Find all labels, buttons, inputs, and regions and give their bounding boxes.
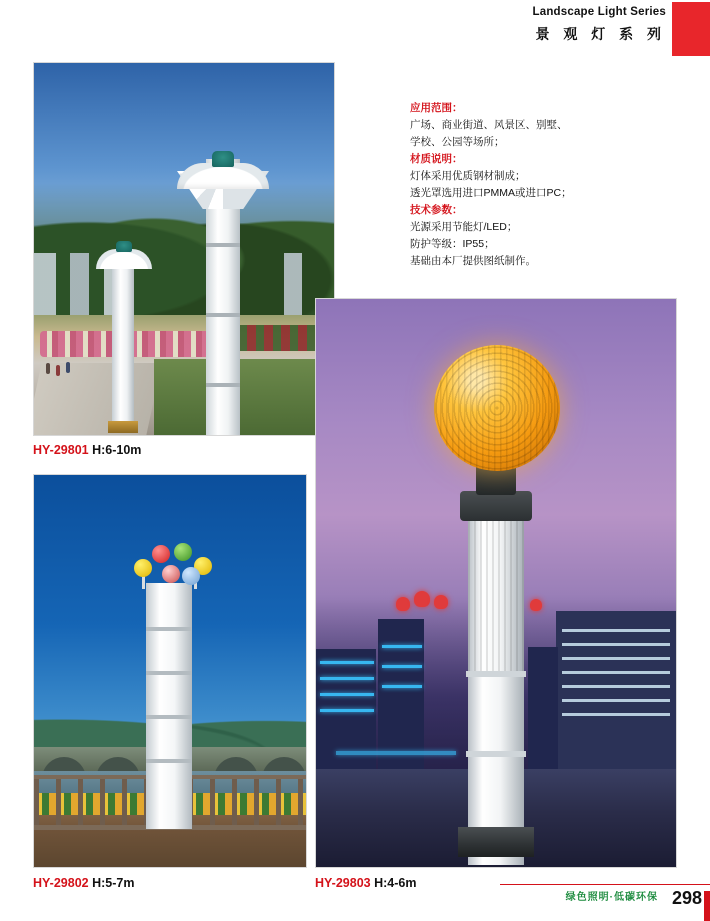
building xyxy=(556,611,676,779)
window-row xyxy=(562,657,670,660)
building xyxy=(316,649,376,779)
walkway xyxy=(33,363,162,435)
header-english-title: Landscape Light Series xyxy=(532,6,666,18)
window-row xyxy=(562,643,670,646)
pedestrian-figure xyxy=(46,363,50,374)
neon-strip xyxy=(382,685,422,688)
footer-slogan: 绿色照明·低碳环保 xyxy=(565,892,658,903)
lawn-area xyxy=(154,359,334,435)
caption-hy-29802 xyxy=(33,876,134,890)
red-light xyxy=(434,595,448,609)
lamp-ball-pink xyxy=(162,565,180,583)
spec-title-material: 材质说明： xyxy=(410,153,463,165)
lamp-pole-short xyxy=(112,259,134,429)
spec-line-technical-3: 基础由本厂提供图纸制作。 xyxy=(410,255,536,267)
building xyxy=(528,647,558,779)
building xyxy=(378,619,424,779)
neon-strip xyxy=(336,751,456,755)
lamp-pole-short-base xyxy=(108,421,138,433)
window-row xyxy=(562,629,670,632)
product-photo-hy-29801 xyxy=(33,62,335,436)
pole-ring xyxy=(146,627,192,631)
pole-ring xyxy=(146,759,192,763)
pole-ring xyxy=(206,243,240,247)
red-light xyxy=(396,597,410,611)
spec-line-material-1: 灯体采用优质钢材制成； xyxy=(410,170,526,182)
product-photo-hy-29803 xyxy=(315,298,677,868)
spec-line-material-2: 透光罩选用进口PMMA或进口PC； xyxy=(410,187,572,199)
red-light xyxy=(414,591,430,607)
lamp-ball-red xyxy=(152,545,170,563)
window-row xyxy=(562,713,670,716)
spec-line-application-2: 学校、公园等场所； xyxy=(410,136,505,148)
red-light xyxy=(530,599,542,611)
spec-line-technical-2: 防护等级：IP55； xyxy=(410,238,495,250)
neon-strip xyxy=(320,661,374,664)
neon-strip xyxy=(320,693,374,696)
window-row xyxy=(562,685,670,688)
specification-block xyxy=(410,100,660,270)
neon-strip xyxy=(320,677,374,680)
header-chinese-title: 景 观 灯 系 列 xyxy=(535,26,666,42)
lamp-ball-green xyxy=(174,543,192,561)
product-spec-hy-29803: H:4-6m xyxy=(374,876,417,890)
pedestrian-figure xyxy=(56,365,60,376)
column-band xyxy=(466,751,526,757)
footer-divider xyxy=(500,884,710,885)
spec-title-technical: 技术参数： xyxy=(410,204,463,216)
neon-strip xyxy=(382,665,422,668)
column-base xyxy=(458,827,534,857)
pole-ring xyxy=(146,671,192,675)
window-row xyxy=(562,699,670,702)
column-capital xyxy=(460,491,532,521)
window-row xyxy=(562,671,670,674)
spec-line-technical-1: 光源采用节能灯/LED； xyxy=(410,221,518,233)
caption-hy-29803 xyxy=(315,876,416,890)
spec-line-application-1: 广场、商业街道、风景区、别墅、 xyxy=(410,119,568,131)
lamp-cap-tall xyxy=(212,151,234,167)
page-number: 298 xyxy=(671,888,702,908)
caption-hy-29801 xyxy=(33,443,141,457)
product-code-hy-29801: HY-29801 xyxy=(33,443,89,457)
lamp-head-short xyxy=(96,249,152,269)
pole-ring xyxy=(206,383,240,387)
product-spec-hy-29802: H:5-7m xyxy=(92,876,135,890)
product-photo-hy-29802 xyxy=(33,474,307,868)
lamp-ball-white xyxy=(182,567,200,585)
neon-strip xyxy=(320,709,374,712)
lamp-pole xyxy=(146,583,192,829)
column-fluting xyxy=(468,513,524,673)
distant-buildings xyxy=(34,253,334,323)
product-spec-hy-29801: H:6-10m xyxy=(92,443,142,457)
neon-strip xyxy=(382,645,422,648)
lamp-ball-yellow xyxy=(134,559,152,577)
globe-texture xyxy=(434,345,560,471)
lamp-cap-short xyxy=(116,241,132,252)
pole-ring xyxy=(206,313,240,317)
column-band xyxy=(466,671,526,677)
pole-ring xyxy=(146,715,192,719)
product-code-hy-29802: HY-29802 xyxy=(33,876,89,890)
page-header xyxy=(0,0,710,44)
footer-accent-block xyxy=(704,891,710,921)
pedestrian-figure xyxy=(66,362,70,373)
spec-title-application: 应用范围： xyxy=(410,102,463,114)
product-code-hy-29803: HY-29803 xyxy=(315,876,371,890)
